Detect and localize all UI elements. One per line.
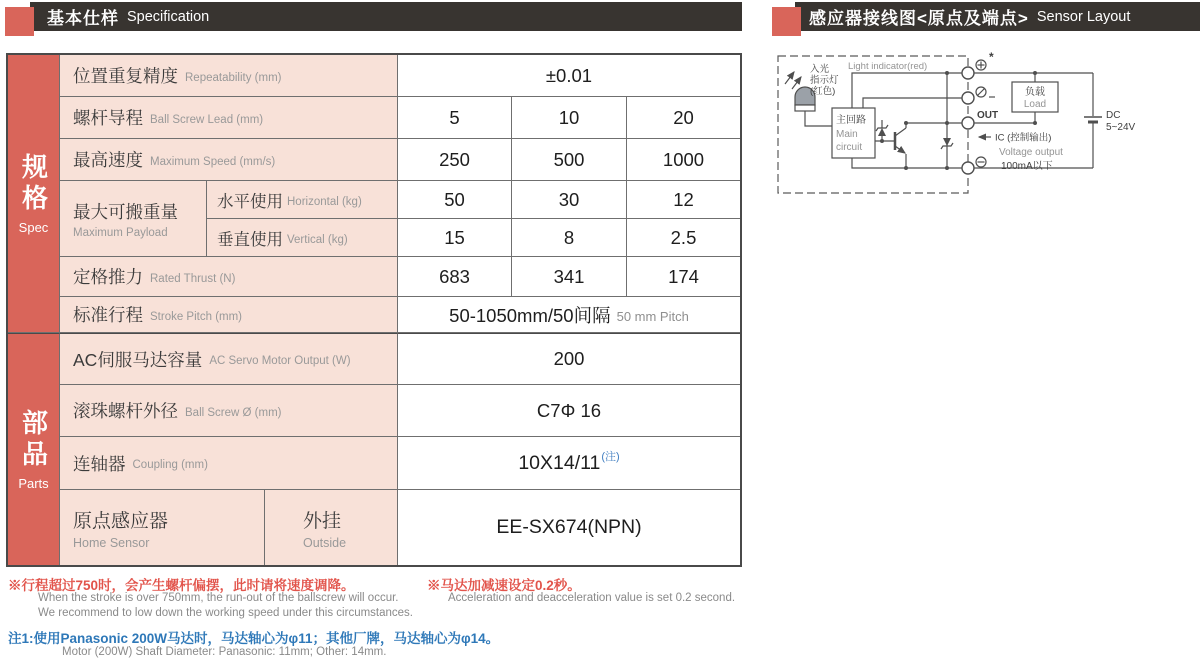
row-label-coupling [60, 437, 398, 490]
horizontal-label-en: Horizontal (kg) [287, 195, 362, 208]
sensor-header-title-en: Sensor Layout [1036, 8, 1131, 25]
coupling-value-text: 10X14/11 [518, 451, 601, 474]
stroke-value-en: 50 mm Pitch [616, 309, 689, 324]
out-terminal-label: OUT [977, 110, 999, 121]
terminal-light [962, 92, 974, 104]
repeatability-value: ±0.01 [398, 55, 740, 97]
terminal-minus [962, 162, 974, 174]
row-label-vertical [207, 219, 398, 257]
motor-output-value: 200 [398, 333, 740, 385]
speed-value-2: 500 [512, 139, 627, 181]
lead-value-2: 10 [512, 97, 627, 139]
home-sensor-label-en: Home Sensor [73, 535, 150, 550]
asterisk-note-mark: * [989, 50, 994, 64]
speed-value-1: 250 [398, 139, 512, 181]
main-circuit-label-en1: Main [836, 129, 858, 140]
thrust-label-en: Rated Thrust (N) [150, 272, 236, 285]
motor-label-en: AC Servo Motor Output (W) [209, 355, 351, 367]
ballscrew-diameter-value: C7Φ 16 [398, 385, 740, 437]
voltage-output-label: Voltage output [999, 147, 1063, 158]
spec-header-accent-square [5, 7, 34, 36]
section-label-parts [8, 333, 60, 565]
row-label-ballscrew-diameter [60, 385, 398, 437]
speed-value-3: 1000 [627, 139, 740, 181]
row-label-max-payload [60, 181, 207, 257]
row-label-ball-screw-lead [60, 97, 398, 139]
vertical-value-3: 2.5 [627, 219, 740, 257]
sensor-header-accent-square [772, 7, 801, 36]
dc-label: DC [1106, 110, 1121, 121]
home-sensor-value: EE-SX674(NPN) [398, 490, 740, 565]
footnote-acceleration-cn: ※马达加减速设定0.2秒。 [427, 578, 581, 593]
row-label-stroke [60, 297, 398, 333]
stroke-value-cn: 50-1050mm/50间隔 [449, 304, 611, 326]
sensor-wiring-diagram [775, 48, 1200, 206]
ballscrew-label-en: Ball Screw Ø (mm) [185, 406, 282, 419]
section-label-spec-cn: 规格 [18, 152, 49, 215]
speed-label-cn: 最高速度 [73, 150, 143, 170]
footnote-motor-shaft-en: Motor (200W) Shaft Diameter: Panasonic: 11mm; Other: 14mm. [62, 646, 387, 658]
sensor-section-header [795, 2, 1200, 31]
vertical-value-1: 15 [398, 219, 512, 257]
footnote-motor-shaft-cn: 注1:使用Panasonic 200W马达时，马达轴心为φ11；其他厂牌，马达轴心为φ14。 [8, 631, 500, 646]
section-label-parts-cn: 部品 [18, 408, 49, 471]
load-label-en: Load [1023, 99, 1047, 110]
home-sensor-label-cn: 原点感应器 [73, 510, 169, 532]
light-label-line1: 入光 [810, 64, 830, 75]
repeatability-label-en: Repeatability (mm) [185, 71, 282, 84]
specification-table [6, 53, 742, 567]
footnote-acceleration-en: Acceleration and deacceleration value is set 0.2 second. [448, 592, 736, 604]
thrust-value-2: 341 [512, 257, 627, 297]
incident-light-arrows-icon [785, 72, 801, 89]
lead-label-en: Ball Screw Lead (mm) [150, 113, 264, 126]
vertical-label-cn: 垂直使用 [217, 230, 283, 249]
plus-circle-icon [976, 60, 986, 70]
row-label-rated-thrust [60, 257, 398, 297]
coupling-value [398, 437, 740, 490]
current-limit-label: 100mA以下 [1001, 161, 1053, 172]
dc-voltage-range: 5~24V [1106, 122, 1136, 133]
lead-value-1: 5 [398, 97, 512, 139]
coupling-note-reference: (注) [601, 451, 620, 463]
minus-circle-icon [976, 157, 986, 167]
payload-label-cn: 最大可搬重量 [73, 201, 178, 222]
main-circuit-label-en2: circuit [836, 142, 863, 153]
row-label-motor-output [60, 333, 398, 385]
coupling-label-cn: 连轴器 [73, 453, 126, 474]
section-label-parts-en: Parts [18, 475, 49, 491]
terminal-plus [962, 67, 974, 79]
stroke-label-en: Stroke Pitch (mm) [150, 310, 243, 323]
horizontal-label-cn: 水平使用 [217, 192, 283, 211]
light-label-line2: 指示灯 [810, 75, 839, 86]
footnote-stroke-warning-en2: We recommend to low down the working speed under this circumstances. [38, 607, 413, 619]
lead-label-cn: 螺杆导程 [73, 108, 143, 128]
motor-label-cn: AC伺服马达容量 [73, 349, 203, 370]
spec-header-title-en: Specification [127, 8, 210, 25]
speed-label-en: Maximum Speed (mm/s) [150, 155, 276, 168]
sensor-header-title-cn: 感应器接线图<原点及端点> [809, 9, 1029, 28]
row-label-max-speed [60, 139, 398, 181]
ballscrew-label-cn: 滚珠螺杆外径 [73, 401, 178, 421]
section-label-spec [8, 55, 60, 333]
light-label-en: Light indicator(red) [848, 61, 928, 72]
horizontal-value-1: 50 [398, 181, 512, 219]
thrust-value-1: 683 [398, 257, 512, 297]
lead-value-3: 20 [627, 97, 740, 139]
load-label-cn: 负载 [1025, 87, 1045, 98]
terminal-out [962, 117, 974, 129]
load-box [1012, 82, 1058, 112]
footnote-stroke-warning-en1: When the stroke is over 750mm, the run-out of the ballscrew will occur. [38, 592, 399, 604]
light-select-circle-icon [976, 87, 995, 97]
light-label-line3: (红色) [810, 86, 836, 97]
transistor-icon [895, 123, 906, 168]
thrust-value-3: 174 [627, 257, 740, 297]
footnote-stroke-warning-cn: ※行程超过750时，会产生螺杆偏摆，此时请将速度调降。 [8, 578, 355, 593]
vertical-value-2: 8 [512, 219, 627, 257]
section-label-spec-en: Spec [18, 219, 49, 235]
spec-header-title-cn: 基本仕样 [47, 9, 119, 28]
vertical-label-en: Vertical (kg) [287, 233, 348, 246]
main-circuit-box [832, 108, 875, 158]
row-label-home-sensor [60, 490, 265, 565]
light-indicator-label [810, 61, 927, 97]
battery-icon [1084, 117, 1102, 122]
stroke-value [398, 297, 740, 333]
main-circuit-label-cn: 主回路 [836, 115, 866, 126]
horizontal-value-3: 12 [627, 181, 740, 219]
zener-diode-icon [876, 120, 888, 141]
repeatability-label-cn: 位置重复精度 [73, 66, 178, 86]
horizontal-value-2: 30 [512, 181, 627, 219]
row-label-horizontal [207, 181, 398, 219]
spec-section-header [30, 2, 742, 31]
coupling-label-en: Coupling (mm) [132, 459, 208, 471]
mount-type-en: Outside [303, 535, 347, 550]
home-sensor-mount-type [265, 490, 398, 565]
payload-label-en: Maximum Payload [73, 226, 168, 239]
thrust-label-cn: 定格推力 [73, 267, 143, 287]
row-label-repeatability [60, 55, 398, 97]
stroke-label-cn: 标准行程 [73, 305, 143, 325]
ic-control-output-label: IC (控制输出) [995, 132, 1052, 144]
mount-type-cn: 外挂 [303, 510, 342, 532]
